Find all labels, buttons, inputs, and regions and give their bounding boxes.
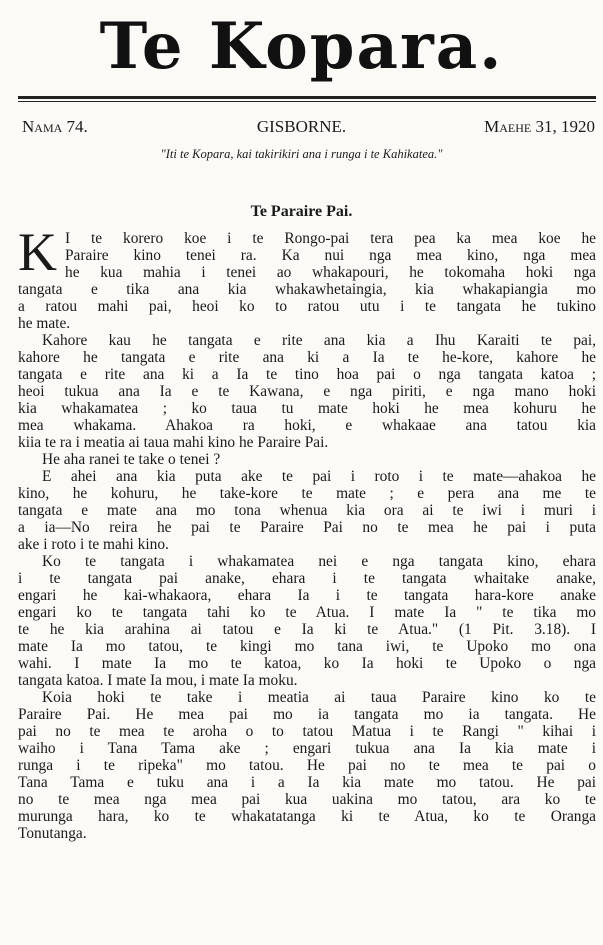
article-line: kino, he kohuru, he take-kore te mate ; e pera ana me te [18,485,596,502]
drop-cap: K [18,222,57,282]
article-line: te he kia arahina ai tatou e Ia ki te Atua." (1 Pit. 3.18). I [18,621,596,638]
issue-number: Nama 74. [22,117,88,136]
article-line: Tonutanga. [18,825,87,842]
article-headline: Te Paraire Pai. [250,203,353,220]
article-line: wahi. I mate Ia mo te katoa, ko Ia hoki te Upoko o nga [18,655,596,672]
article-line: kia whakamatea ; ko taua tu mate hoki he mea kohuru he [18,400,596,417]
issue-place: GISBORNE. [256,117,347,136]
article-line: mea whakama. Ahakoa ra hoki, e whakaae ana tatou kia [18,417,596,434]
article-line: waiho i Tana Tama ake ; engari tukua ana Ia kia mate i [18,740,596,757]
article-line: engari he kai-whakaora, ehara Ia i te tangata hara-kore anake [18,587,596,604]
header-rule [18,96,596,99]
article-line: Ko te tangata i whakamatea nei e nga tangata kino, ehara [42,553,596,570]
article-line: a ia—No reira he pai te Paraire Pai no te mea he pai i puta [18,519,596,536]
article-line: tangata e mate ana mo tona whenua kia ora ai te iwi i muri i [18,502,596,519]
article-line: Kahore kau he tangata e rite ana kia a Ihu Karaiti te pai, [42,332,596,349]
article-line: heoi tukua ana Ia e te Kawana, e nga piriti, e nga mano hoki [18,383,596,400]
article-line: kiia te ra i meatia ai taua mahi kino he Paraire Pai. [18,434,329,451]
article-line: engari ko te tangata tahi ko te Atua. I mate Ia " te tika mo [18,604,596,621]
article-line: a ratou mahi pai, heoi ko to ratou utu i te tangata he tukino [18,298,596,315]
masthead-title: Te Kopara. [99,9,504,84]
article-line: he kua mahia i tenei ao whakapouri, he tokomaha hoki nga [65,264,596,281]
article-line: Paraire Pai. He mea pai mo ia tangata mo ia tangata. He [18,706,596,723]
article-line: he mate. [18,315,71,332]
article-line: Koia hoki te take i meatia ai taua Paraire kino ko te [42,689,596,706]
article-line: ake i roto i te mahi kino. [18,536,169,553]
article-line: tangata katoa. I mate Ia mou, i mate Ia moku. [18,672,298,689]
article-line: mate Ia mo tatou, te kingi mo tana iwi, te Upoko mo ona [18,638,596,655]
article-line: I te korero koe i te Rongo-pai tera pea ka mea koe he [65,230,596,247]
article-line: pai no te mea te aroha o to tatou Matua i te Rangi " kihai i [18,723,596,740]
article-line: i te tangata pai anake, ehara i te tangata whaitake anake, [18,570,596,587]
article-line: Paraire kino tenei ra. Ka nui nga mea kino, nga mea [65,247,596,264]
article-body [18,222,596,842]
article-line: He aha ranei te take o tenei ? [42,451,221,468]
header-rule-thin [18,101,596,102]
motto: "Iti te Kopara, kai takirikiri ana i runga i te Kahikatea." [160,147,443,161]
article-line: kahore he tangata e rite ana ki a Ia te he-kore, kahore he [18,349,596,366]
issue-date: Maehe 31, 1920 [484,117,595,136]
article-line: tangata e rite ana ki a Ia te tino hoa pai o nga tangata katoa ; [18,366,596,383]
article-line: Tana Tama e tuku ana i a Ia kia mate mo tatou. He pai [18,774,596,791]
article-line: runga i te ripeka" mo tatou. He pai no te mea te pai o [18,757,596,774]
article-line: no te mea nga mea pai kua uakina mo tatou, ara ko te [18,791,596,808]
article-line: murunga hara, ko te whakatatanga ki te Atua, ko te Oranga [18,808,596,825]
article-line: tangata e tika ana kia whakawhetaingia, kia whakapiangia mo [18,281,596,298]
article-line: E ahei ana kia puta ake te pai i roto i te mate—ahakoa he [42,468,596,485]
